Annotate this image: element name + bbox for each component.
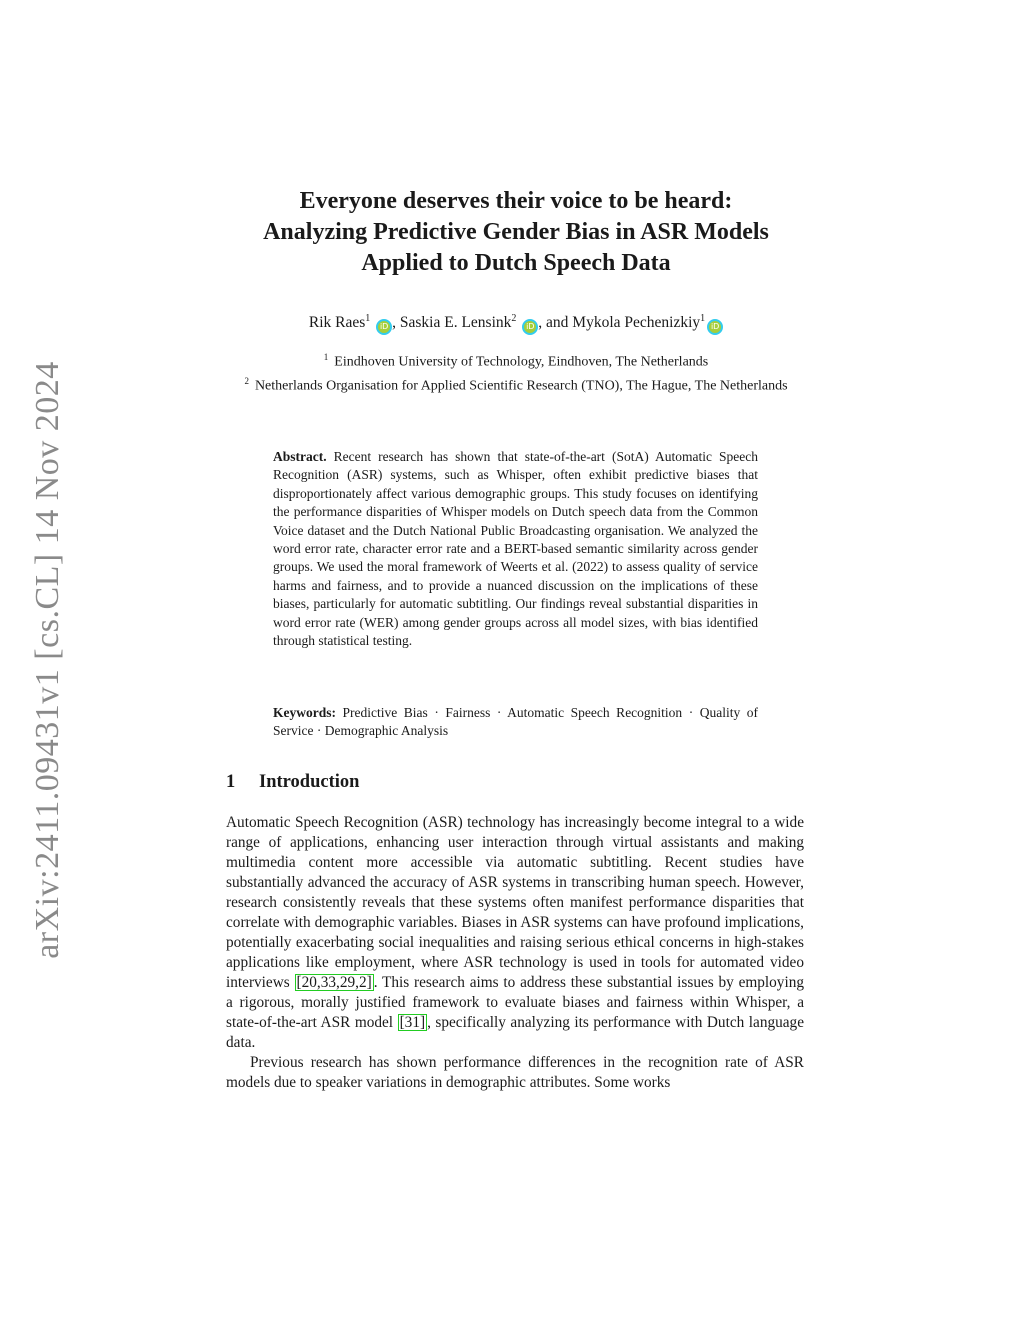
- orcid-icon[interactable]: iD: [376, 319, 392, 335]
- orcid-icon[interactable]: iD: [707, 319, 723, 335]
- affiliations: [200, 348, 832, 396]
- title-line-1: Everyone deserves their voice to be heard:: [299, 188, 733, 214]
- abstract: [273, 448, 758, 650]
- author-separator: ,: [392, 314, 400, 332]
- keywords-text: Predictive Bias · Fairness · Automatic Speech Recognition · Quality of Service · Demographic Analysis: [273, 705, 758, 739]
- author-separator: , and: [538, 314, 573, 332]
- title-line-3: Applied to Dutch Speech Data: [361, 250, 671, 276]
- keywords: [273, 704, 758, 741]
- abstract-label: Abstract.: [273, 449, 327, 464]
- paragraph-text: , specifically analyzing its performance with Dutch language data.: [226, 1014, 804, 1051]
- affiliation-text: Eindhoven University of Technology, Eindhoven, The Netherlands: [334, 354, 709, 370]
- paragraph-text: . This research aims to address these substantial issues by employing a rigorous, morally justified framework to evaluate biases and fairness within Whisper, a state-of-the-art ASR model: [226, 974, 804, 1031]
- affiliation-number: 1: [323, 352, 329, 362]
- orcid-icon[interactable]: iD: [522, 319, 538, 335]
- paper-title: [200, 186, 832, 279]
- affiliation-1: [200, 348, 832, 372]
- paragraph-text: Previous research has shown performance differences in the recognition rate of ASR models due to speaker variations in demographic attributes. Some works: [226, 1054, 804, 1091]
- keywords-label: Keywords:: [273, 705, 336, 720]
- author-name: Mykola Pechenizkiy: [572, 314, 701, 332]
- author-affil-mark: 1: [700, 313, 706, 324]
- section-heading-introduction: [226, 772, 359, 793]
- author-affil-mark: 1: [365, 313, 371, 324]
- affiliation-2: [200, 372, 832, 396]
- affiliation-text: Netherlands Organisation for Applied Scientific Research (TNO), The Hague, The Netherlands: [254, 378, 788, 394]
- citation-link[interactable]: [31]: [399, 1014, 426, 1031]
- introduction-body: [226, 813, 804, 1093]
- section-number: 1: [226, 772, 236, 792]
- paragraph: [226, 813, 804, 1053]
- author-list: [200, 313, 832, 335]
- affiliation-number: 2: [244, 376, 249, 387]
- title-line-2: Analyzing Predictive Gender Bias in ASR Models: [263, 219, 769, 245]
- paragraph: [226, 1053, 804, 1093]
- author-name: Saskia E. Lensink: [399, 314, 512, 332]
- arxiv-identifier: arXiv:2411.09431v1 [cs.CL] 14 Nov 2024: [29, 361, 66, 959]
- author-affil-mark: 2: [511, 313, 517, 324]
- abstract-text: Recent research has shown that state-of-the-art (SotA) Automatic Speech Recognition (ASR) systems, such as Whisper, often exhibit predictive biases that disproportionately affect various demographic groups. This study focuses on identifying the performance disparities of Whisper models on Dutch speech data from the Common Voice dataset and the Dutch National Public Broadcasting organisation. We analyzed the word error rate, character error rate and a BERT-based semantic similarity across gender groups. We used the moral framework of Weerts et al. (2022) to assess quality of service harms and fairness, and to provide a nuanced discussion on the implications of these biases, particularly for automatic subtitling. Our findings reveal substantial disparities in word error rate (WER) among gender groups across all model sizes, with bias identified through statistical testing.: [273, 449, 758, 649]
- arxiv-sidebar: [8, 220, 88, 1100]
- section-title: Introduction: [259, 772, 360, 792]
- citation-link[interactable]: [20,33,29,2]: [296, 974, 372, 991]
- author-name: Rik Raes: [308, 314, 366, 332]
- paragraph-text: Automatic Speech Recognition (ASR) technology has increasingly become integral to a wide range of applications, enhancing user interaction through virtual assistants and making multimedia content more accessible via automatic subtitling. Recent studies have substantially advanced the accuracy of ASR systems in transcribing human speech. However, research consistently reveals that these systems often manifest performance disparities that correlate with demographic variables. Biases in ASR systems can have profound implications, potentially exacerbating social inequalities and raising serious ethical concerns in high-stakes applications like employment, where ASR technology is used in tools for automated video interviews: [226, 814, 804, 991]
